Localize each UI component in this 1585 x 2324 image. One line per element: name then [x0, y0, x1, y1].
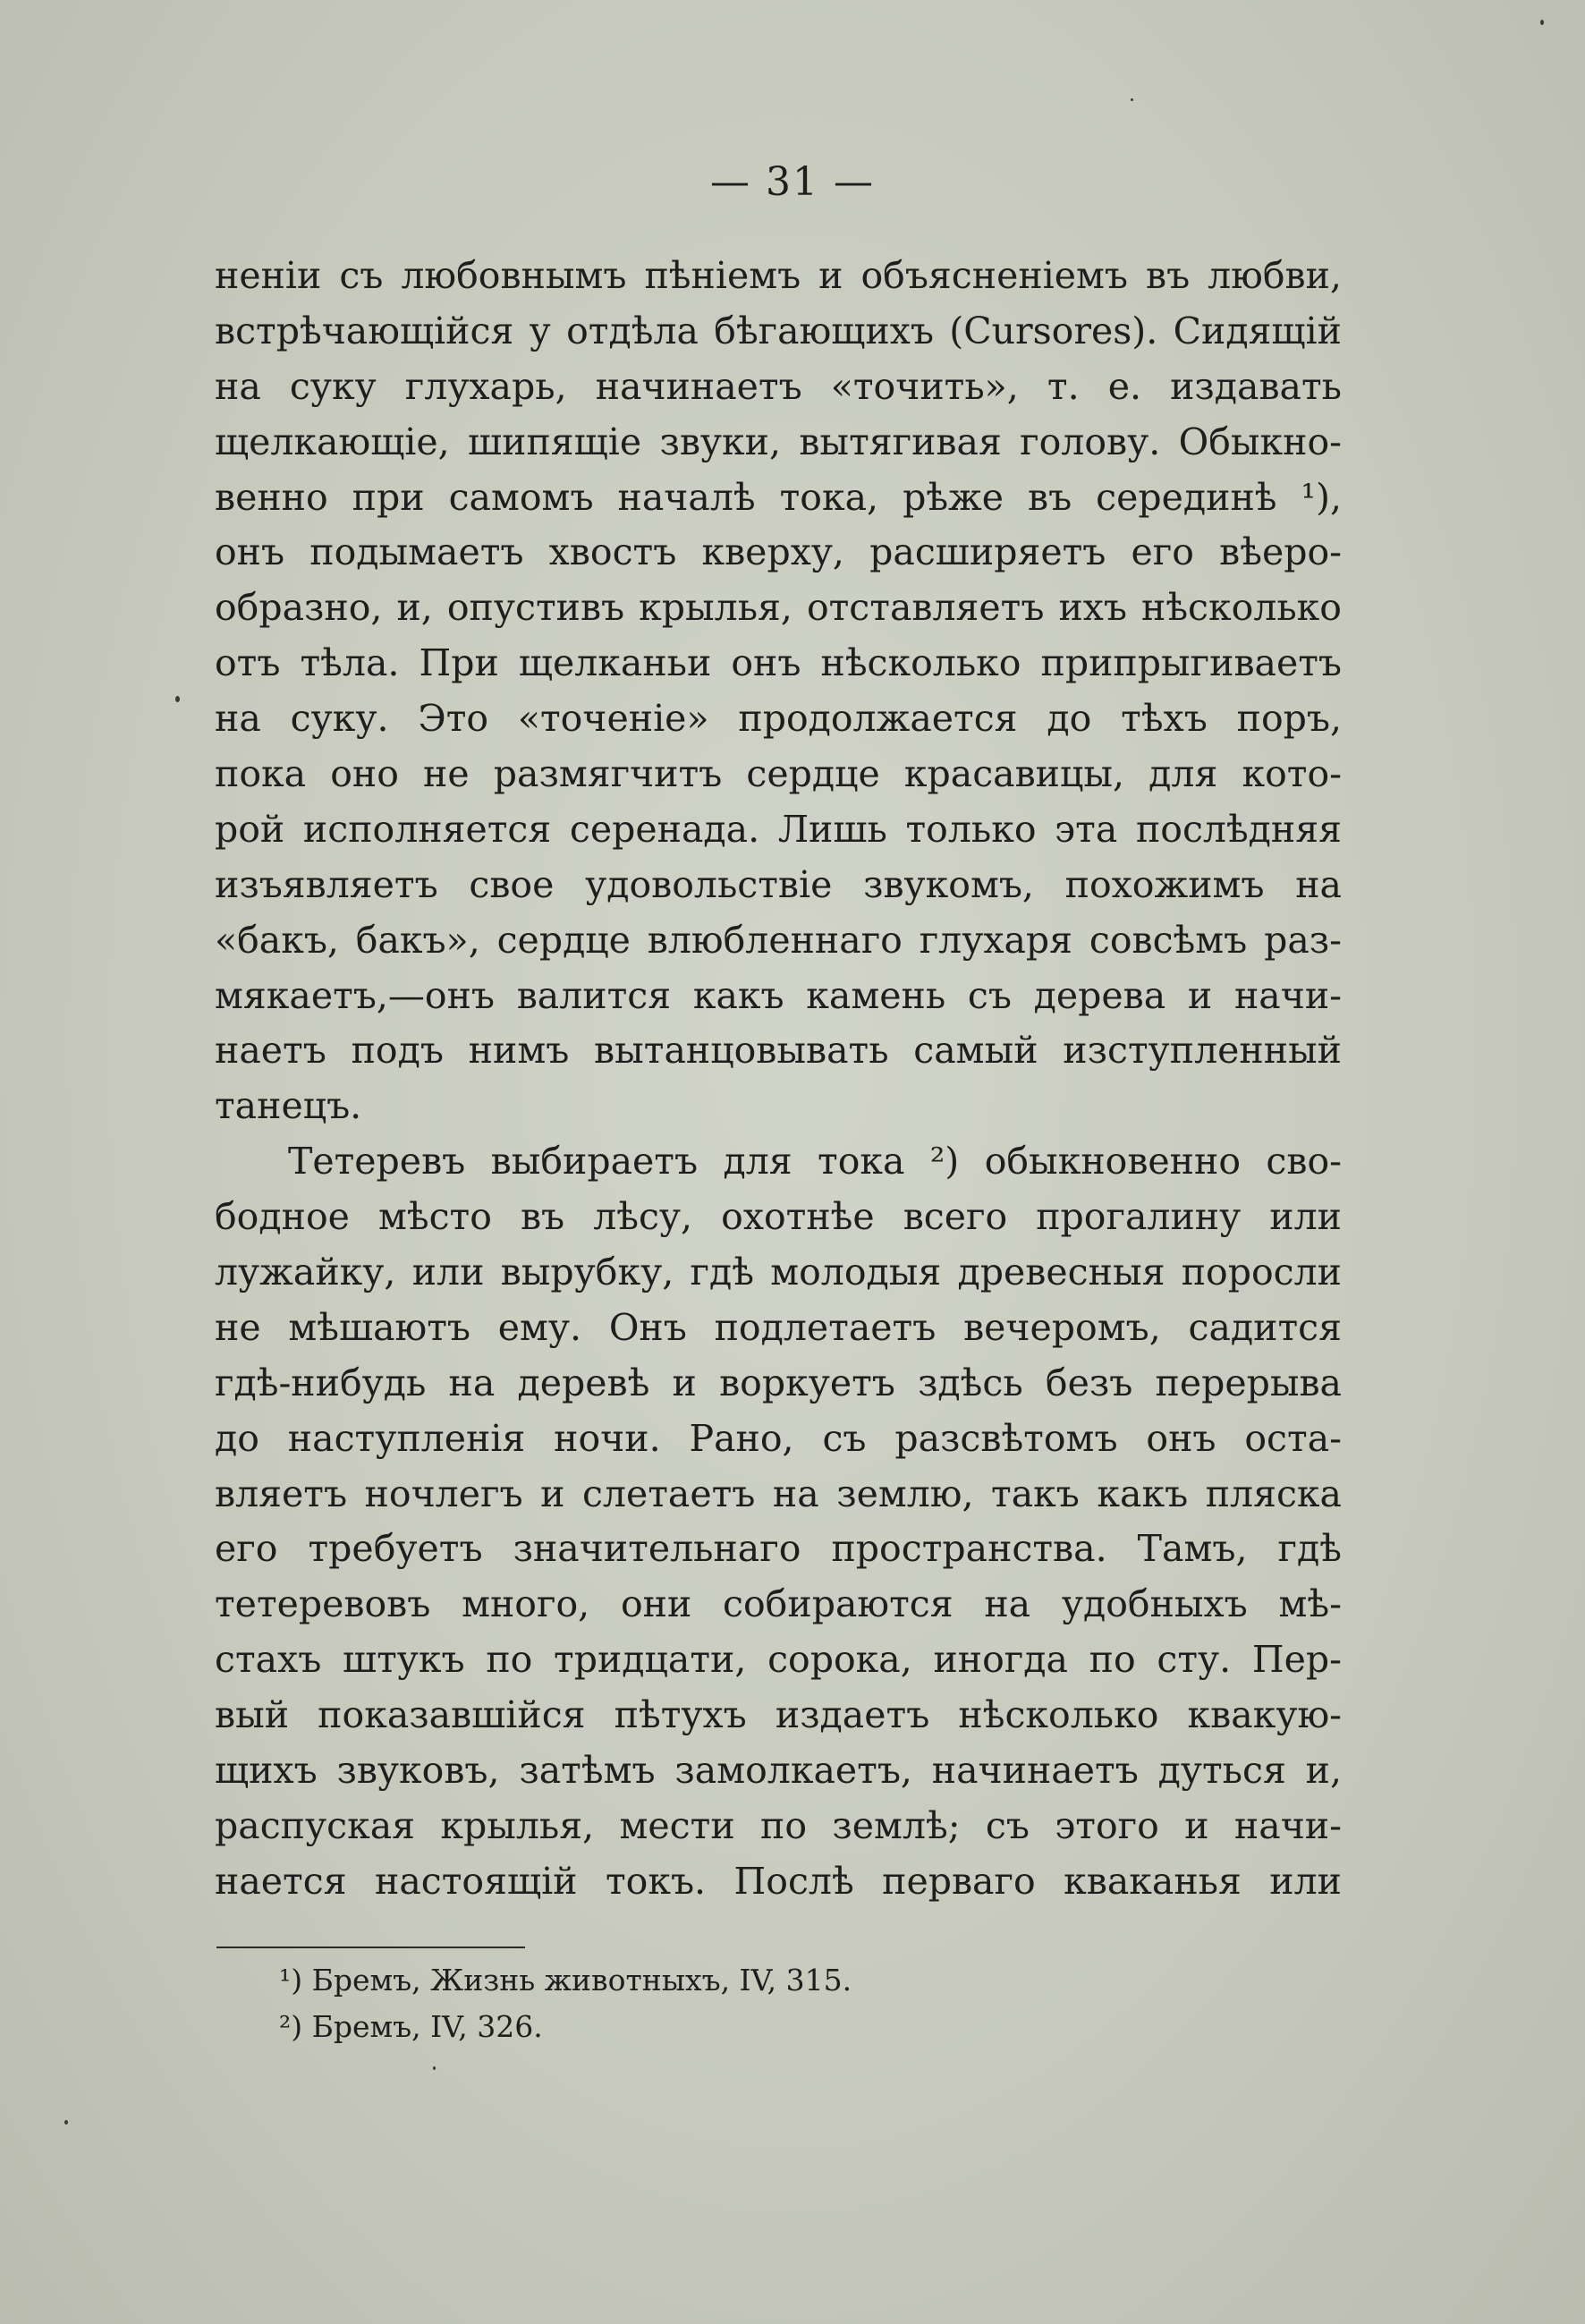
- text-line: танецъ.: [215, 1084, 362, 1128]
- text-line: образно, и, опустивъ крылья, отставляетъ ихъ нѣсколько: [215, 586, 1342, 630]
- text-line: лужайку, или вырубку, гдѣ молодыя древесныя поросли: [215, 1251, 1342, 1294]
- text-line: щихъ звуковъ, затѣмъ замолкаетъ, начинаетъ дуться и,: [215, 1749, 1342, 1793]
- text-line: Тетеревъ выбираетъ для тока ²) обыкновенно сво-: [288, 1140, 1342, 1183]
- page-number: — 31 —: [710, 159, 875, 205]
- paper-speck: [1131, 98, 1133, 101]
- text-line: изъявляетъ свое удовольствіе звукомъ, похожимъ на: [215, 862, 1342, 906]
- footnote-2: ²) Бремъ, IV, 326.: [279, 2009, 543, 2044]
- text-line: нается настоящій токъ. Послѣ перваго кваканья или: [215, 1859, 1342, 1903]
- paragraph-1: [215, 249, 1342, 1134]
- footnote-divider: [216, 1947, 525, 1948]
- text-line: пока оно не размягчитъ сердце красавицы, для кото-: [215, 752, 1342, 796]
- text-line: гдѣ-нибудь на деревѣ и воркуетъ здѣсь безъ перерыва: [215, 1361, 1342, 1404]
- text-line: «бакъ, бакъ», сердце влюбленнаго глухаря совсѣмъ раз-: [215, 918, 1342, 962]
- text-line: щелкающіе, шипящіе звуки, вытягивая голову. Обыкно-: [215, 420, 1342, 463]
- paper-speck: [433, 2066, 436, 2070]
- paragraph-2: [215, 1134, 1342, 1909]
- text-line: венно при самомъ началѣ тока, рѣже въ серединѣ ¹),: [215, 475, 1342, 519]
- text-line: онъ подымаетъ хвостъ кверху, расширяетъ его вѣеро-: [215, 530, 1342, 574]
- text-line: неніи съ любовнымъ пѣніемъ и объясненіемъ въ любви,: [215, 254, 1342, 297]
- text-line: вый показавшійся пѣтухъ издаетъ нѣсколько квакую-: [215, 1693, 1342, 1737]
- footnote-1: ¹) Бремъ, Жизнь животныхъ, IV, 315.: [279, 1963, 852, 1997]
- footnotes: [279, 1957, 1263, 2050]
- text-line: до наступленія ночи. Рано, съ разсвѣтомъ онъ оста-: [215, 1416, 1342, 1460]
- text-line: встрѣчающійся у отдѣла бѣгающихъ (Cursores). Сидящій: [215, 309, 1342, 352]
- text-line: на суку глухарь, начинаетъ «точить», т. е. издавать: [215, 364, 1342, 408]
- text-line: не мѣшаютъ ему. Онъ подлетаетъ вечеромъ, садится: [215, 1305, 1342, 1349]
- text-line: распуская крылья, мести по землѣ; съ этого и начи-: [215, 1803, 1342, 1847]
- text-line: бодное мѣсто въ лѣсу, охотнѣе всего прогалину или: [215, 1195, 1342, 1239]
- text-line: мякаетъ,—онъ валится какъ камень съ дерева и начи-: [215, 973, 1342, 1017]
- text-line: тетеревовъ много, они собираются на удобныхъ мѣ-: [215, 1582, 1342, 1626]
- text-line: стахъ штукъ по тридцати, сорока, иногда по сту. Пер-: [215, 1638, 1342, 1682]
- paper-speck: [1540, 20, 1544, 25]
- text-line: вляетъ ночлегъ и слетаетъ на землю, такъ какъ пляска: [215, 1472, 1342, 1515]
- paper-speck: [64, 2120, 68, 2125]
- text-line: его требуетъ значительнаго пространства. Тамъ, гдѣ: [215, 1527, 1342, 1571]
- text-line: рой исполняется серенада. Лишь только эта послѣдняя: [215, 807, 1342, 851]
- text-line: отъ тѣла. При щелканьи онъ нѣсколько припрыгиваетъ: [215, 641, 1342, 685]
- text-line: наетъ подъ нимъ вытанцовывать самый изступленный: [215, 1029, 1342, 1073]
- body-text: [215, 249, 1342, 1910]
- text-line: на суку. Это «точеніе» продолжается до тѣхъ поръ,: [215, 697, 1342, 741]
- paper-speck: [175, 696, 180, 702]
